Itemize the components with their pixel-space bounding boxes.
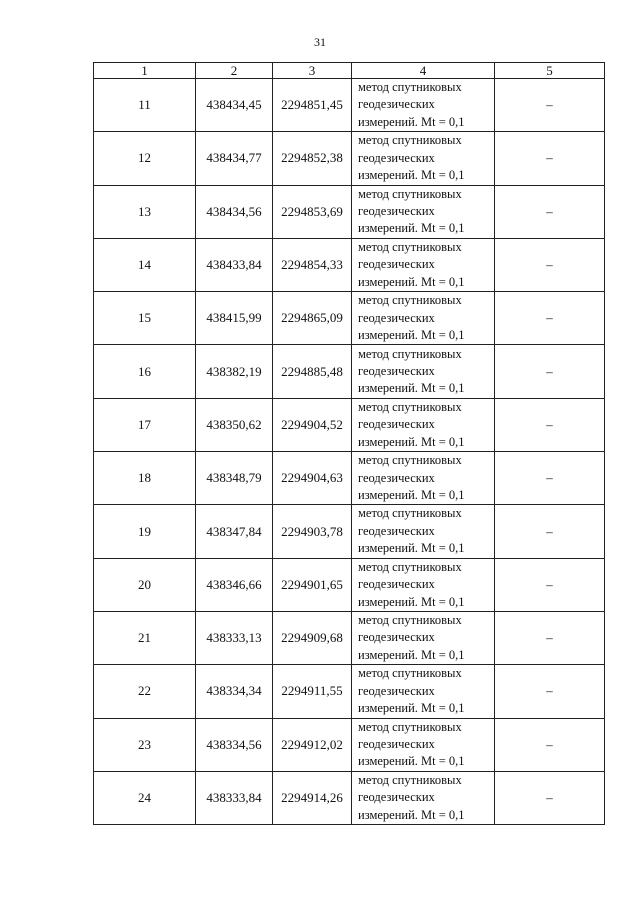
note-cell: – xyxy=(495,558,605,611)
y-coordinate-cell: 2294865,09 xyxy=(273,292,352,345)
x-coordinate-cell: 438348,79 xyxy=(196,452,273,505)
x-coordinate-cell: 438434,77 xyxy=(196,132,273,185)
y-coordinate-cell: 2294852,38 xyxy=(273,132,352,185)
y-coordinate-cell: 2294885,48 xyxy=(273,345,352,398)
table-row xyxy=(94,558,605,611)
table-header xyxy=(94,63,605,79)
table-row xyxy=(94,345,605,398)
y-coordinate-cell: 2294909,68 xyxy=(273,611,352,664)
x-coordinate-cell: 438334,56 xyxy=(196,718,273,771)
point-number-cell: 14 xyxy=(94,238,196,291)
table-row xyxy=(94,238,605,291)
note-cell: – xyxy=(495,718,605,771)
table-row xyxy=(94,505,605,558)
y-coordinate-cell: 2294853,69 xyxy=(273,185,352,238)
x-coordinate-cell: 438346,66 xyxy=(196,558,273,611)
point-number-cell: 18 xyxy=(94,452,196,505)
method-cell: метод спутниковых геодезических измерений. Mt = 0,1 xyxy=(352,771,495,824)
y-coordinate-cell: 2294851,45 xyxy=(273,79,352,132)
note-cell: – xyxy=(495,452,605,505)
method-cell: метод спутниковых геодезических измерений. Mt = 0,1 xyxy=(352,345,495,398)
column-header-4: 4 xyxy=(352,63,495,79)
column-header-3: 3 xyxy=(273,63,352,79)
table-row xyxy=(94,398,605,451)
page-number: 31 xyxy=(314,35,326,49)
table-row xyxy=(94,718,605,771)
method-cell: метод спутниковых геодезических измерений. Mt = 0,1 xyxy=(352,79,495,132)
point-number-cell: 22 xyxy=(94,665,196,718)
table-row xyxy=(94,79,605,132)
note-cell: – xyxy=(495,292,605,345)
method-cell: метод спутниковых геодезических измерений. Mt = 0,1 xyxy=(352,398,495,451)
coordinates-table xyxy=(93,62,605,825)
note-cell: – xyxy=(495,611,605,664)
point-number-cell: 15 xyxy=(94,292,196,345)
method-cell: метод спутниковых геодезических измерений. Mt = 0,1 xyxy=(352,452,495,505)
x-coordinate-cell: 438350,62 xyxy=(196,398,273,451)
column-header-1: 1 xyxy=(94,63,196,79)
point-number-cell: 16 xyxy=(94,345,196,398)
method-cell: метод спутниковых геодезических измерений. Mt = 0,1 xyxy=(352,238,495,291)
x-coordinate-cell: 438334,34 xyxy=(196,665,273,718)
table-row xyxy=(94,611,605,664)
y-coordinate-cell: 2294912,02 xyxy=(273,718,352,771)
table-row xyxy=(94,771,605,824)
note-cell: – xyxy=(495,132,605,185)
note-cell: – xyxy=(495,79,605,132)
point-number-cell: 13 xyxy=(94,185,196,238)
table-row xyxy=(94,452,605,505)
column-header-5: 5 xyxy=(495,63,605,79)
note-cell: – xyxy=(495,771,605,824)
method-cell: метод спутниковых геодезических измерений. Mt = 0,1 xyxy=(352,558,495,611)
x-coordinate-cell: 438347,84 xyxy=(196,505,273,558)
column-header-2: 2 xyxy=(196,63,273,79)
point-number-cell: 24 xyxy=(94,771,196,824)
table-row xyxy=(94,665,605,718)
note-cell: – xyxy=(495,185,605,238)
method-cell: метод спутниковых геодезических измерений. Mt = 0,1 xyxy=(352,185,495,238)
header-row xyxy=(94,63,605,79)
note-cell: – xyxy=(495,505,605,558)
table-row xyxy=(94,185,605,238)
y-coordinate-cell: 2294901,65 xyxy=(273,558,352,611)
x-coordinate-cell: 438415,99 xyxy=(196,292,273,345)
y-coordinate-cell: 2294854,33 xyxy=(273,238,352,291)
y-coordinate-cell: 2294914,26 xyxy=(273,771,352,824)
method-cell: метод спутниковых геодезических измерений. Mt = 0,1 xyxy=(352,611,495,664)
point-number-cell: 11 xyxy=(94,79,196,132)
note-cell: – xyxy=(495,398,605,451)
table-row xyxy=(94,292,605,345)
y-coordinate-cell: 2294903,78 xyxy=(273,505,352,558)
method-cell: метод спутниковых геодезических измерений. Mt = 0,1 xyxy=(352,132,495,185)
point-number-cell: 20 xyxy=(94,558,196,611)
x-coordinate-cell: 438434,56 xyxy=(196,185,273,238)
point-number-cell: 23 xyxy=(94,718,196,771)
x-coordinate-cell: 438382,19 xyxy=(196,345,273,398)
table-row xyxy=(94,132,605,185)
point-number-cell: 12 xyxy=(94,132,196,185)
method-cell: метод спутниковых геодезических измерений. Mt = 0,1 xyxy=(352,665,495,718)
table-body xyxy=(94,79,605,825)
note-cell: – xyxy=(495,345,605,398)
point-number-cell: 21 xyxy=(94,611,196,664)
y-coordinate-cell: 2294911,55 xyxy=(273,665,352,718)
x-coordinate-cell: 438433,84 xyxy=(196,238,273,291)
note-cell: – xyxy=(495,665,605,718)
point-number-cell: 17 xyxy=(94,398,196,451)
method-cell: метод спутниковых геодезических измерений. Mt = 0,1 xyxy=(352,292,495,345)
method-cell: метод спутниковых геодезических измерений. Mt = 0,1 xyxy=(352,718,495,771)
y-coordinate-cell: 2294904,63 xyxy=(273,452,352,505)
point-number-cell: 19 xyxy=(94,505,196,558)
y-coordinate-cell: 2294904,52 xyxy=(273,398,352,451)
method-cell: метод спутниковых геодезических измерений. Mt = 0,1 xyxy=(352,505,495,558)
x-coordinate-cell: 438434,45 xyxy=(196,79,273,132)
x-coordinate-cell: 438333,84 xyxy=(196,771,273,824)
x-coordinate-cell: 438333,13 xyxy=(196,611,273,664)
note-cell: – xyxy=(495,238,605,291)
